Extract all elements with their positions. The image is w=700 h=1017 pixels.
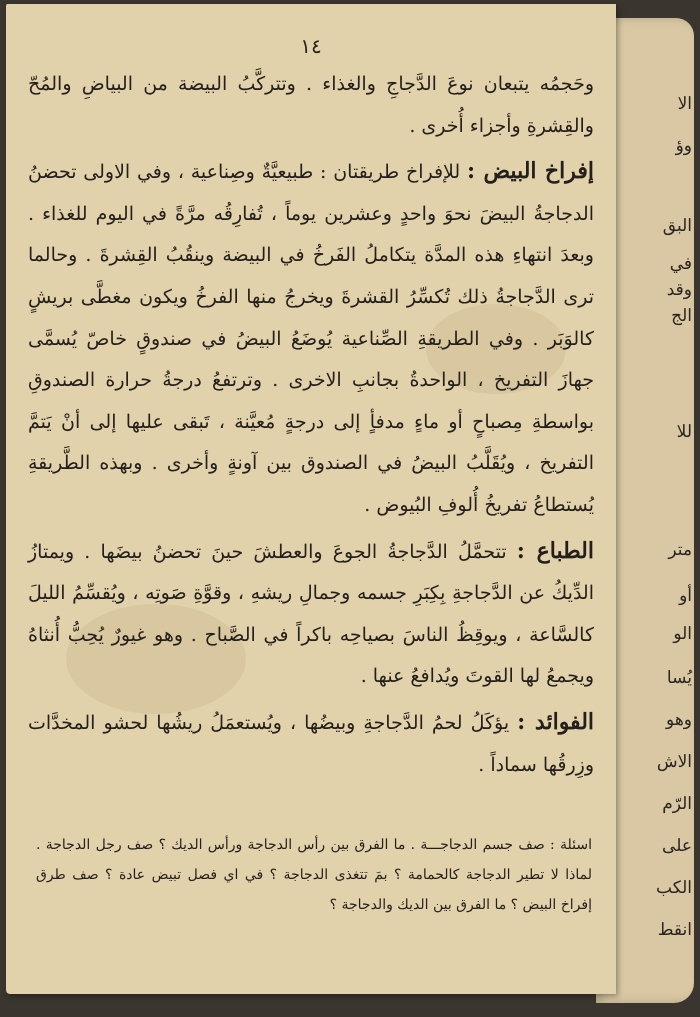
next-page-fragment: وقد <box>666 280 692 300</box>
next-page-fragment: أو <box>679 586 692 606</box>
next-page-fragment: على <box>662 836 692 856</box>
next-page-fragment: الكب <box>656 878 692 898</box>
section-heading: الطباع : <box>516 537 594 564</box>
paragraph-text: وحَجمُه يتبعان نوعَ الدَّجاجِ والغذاء . وتتركَّبُ البيضة من البياضِ والمُحّ والقِشرةِ وأجزاء أُخرى . <box>28 73 594 137</box>
paragraph-text: يؤكَلُ لحمُ الدَّجاجةِ وبيضُها ، ويُستعمَلُ ريشُها لحشو المخدَّات وزِرقُها سماداً . <box>28 711 594 776</box>
section-heading: إفراخ البيض : <box>466 158 594 185</box>
body-text <box>28 64 594 786</box>
next-page-fragment: الا <box>677 94 692 114</box>
section-heading: الفوائد : <box>517 708 595 735</box>
next-page-fragment: يُسا <box>666 668 692 688</box>
next-page-fragment: البق <box>662 216 692 236</box>
page-number: ١٤ <box>300 34 322 58</box>
paragraph <box>28 702 594 786</box>
next-page-fragment: الاش <box>656 752 692 772</box>
paragraph-text: تتحمَّلُ الدَّجاجةُ الجوعَ والعطشَ حينَ تحضنُ بيضَها . ويمتازُ الدِّيكُ عن الدَّجاجةِ بِكِبَرِ جسمه وجمالِ ريشهِ ، وقوَّةِ صَوتِه ، ويُقسِّمُ الليلَ كالسَّاعة ، ويوقِظُ الناسَ بصياحِه باكراً في الصَّباح . وهو غيورٌ يُحِبُّ أُنثاهُ ويجمعُ لها القوتَ ويُدافعُ عنها . <box>28 540 594 688</box>
next-page-fragment: متر <box>668 540 692 560</box>
next-page-fragment: للا <box>676 422 692 442</box>
book-page <box>6 4 616 994</box>
next-page-fragment: انقط <box>657 920 692 940</box>
next-page-fragment: وؤ <box>675 136 692 156</box>
next-page-fragment: في <box>669 254 692 274</box>
paragraph <box>28 151 594 526</box>
next-page-fragment: الرّم <box>662 794 692 814</box>
paragraph <box>28 64 594 147</box>
paragraph-text: للإفراخ طريقتان : طبيعيَّةٌ وصِناعية ، وفي الاولى تحضنُ الدجاجةُ البيضَ نحوَ واحدٍ وعشرين يوماً ، تُفارِقُه مرَّةً في اليوم للغذاء . وبعدَ انتهاءِ هذه المدَّة يتكاملُ الفَرخُ في البيضة وينقُبُ القِشرةَ . وحالما ترى الدَّجاجةُ ذلك تُكسِّرُ القشرةَ ويخرجُ منها الفرخُ ويكون مغطَّى بريشٍ كالوَبَر . وفي الطريقةِ الصِّناعية يُوضَعُ البيضُ في صندوقٍ خاصّ يُسمَّى جهازَ التفريخ ، الواحدةُ بجانبِ الاخرى . وترتفعُ درجةُ حرارة الصندوقِ بواسطةِ مِصباحٍ أو ماءٍ مدفأٍ إلى درجةٍ مُعيَّنة ، تَبقى عليها إلى أنْ يَتمَّ التفريخ ، ويُقَلَّبُ البيضُ في الصندوق بين آونةٍ وأخرى . وبهذه الطَّريقةِ يُستطاعُ تفريخُ أُلوفِ البُيوض . <box>28 161 594 516</box>
next-page-fragment: الو <box>673 624 692 644</box>
next-page-fragment: وهو <box>666 710 692 730</box>
review-questions: اسئلة : صف جسم الدجاجـــة . ما الفرق بين رأس الدجاجة ورأس الديك ؟ صف رجل الدجاجة . لماذا لا تطير الدجاجة كالحمامة ؟ بمَ تتغذى الدجاجة ؟ في اي فصل تبيض عادة ؟ صف طرق إفراخ البيض ؟ ما الفرق بين الديك والدجاجة ؟ <box>36 837 592 913</box>
paragraph <box>28 531 594 698</box>
next-page-fragment: الج <box>671 306 692 326</box>
